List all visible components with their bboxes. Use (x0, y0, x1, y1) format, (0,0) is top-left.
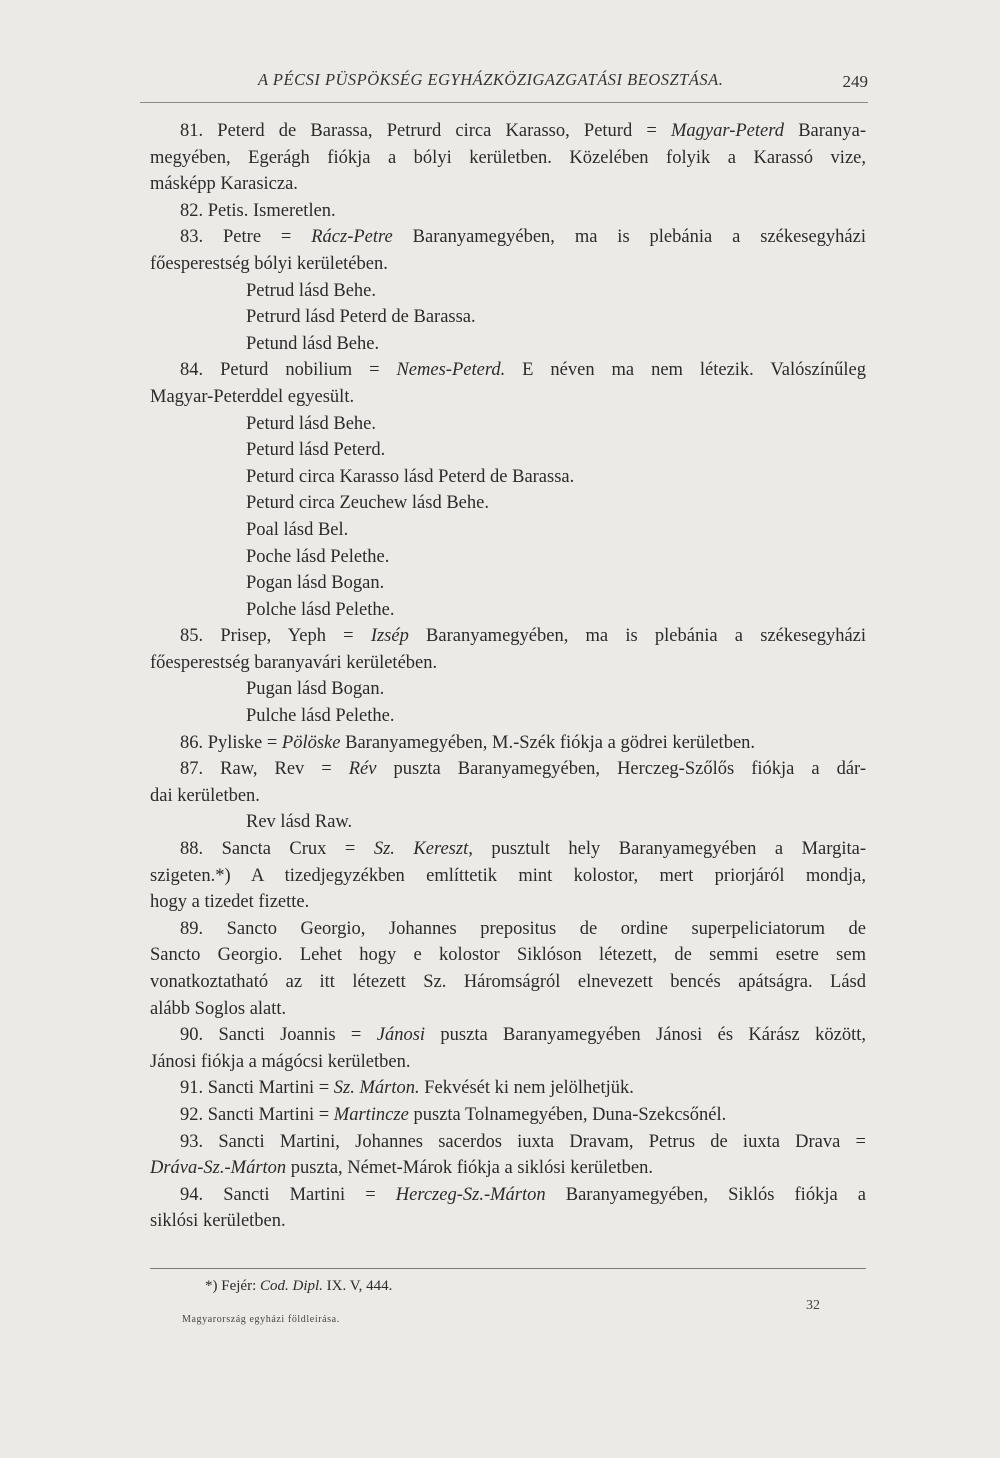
footnote-source: Cod. Dipl. (259, 1278, 323, 1294)
line-text: Baranya- (784, 121, 866, 141)
header-rule (140, 102, 868, 103)
italic-place-name: Izsép (370, 626, 409, 647)
text-line (150, 703, 866, 730)
line-text: Pugan lásd Bogan. (246, 679, 385, 700)
line-text: vonatkoztatható az itt létezett Sz. Háromságról elnevezett bencés apátságra. Lásd (150, 972, 866, 992)
text-line (150, 623, 866, 650)
line-text: puszta Baranyamegyében, Herczeg-Szőlős fiókja a dár- (376, 759, 866, 780)
line-text: Poal lásd Bel. (246, 519, 349, 540)
text-line (150, 517, 866, 544)
line-text: E néven ma nem létezik. Valószínűleg (505, 360, 866, 381)
line-text: 82. Petis. Ismeretlen. (180, 200, 336, 221)
text-line (150, 331, 866, 358)
line-text: alább Soglos alatt. (150, 998, 287, 1019)
text-line (150, 544, 866, 571)
line-text: szigeten.*) A tizedjegyzékben említtetik mint kolostor, mert priorjáról mondja, (150, 865, 866, 886)
line-text: Peturd circa Karasso lásd Peterd de Barassa. (246, 466, 575, 487)
italic-place-name: Sz. Kereszt, (373, 839, 473, 860)
text-line (150, 1208, 866, 1235)
italic-place-name: Magyar-Peterd (671, 121, 785, 141)
text-line (150, 490, 866, 517)
line-text: Baranyamegyében, Siklós fiókja a (545, 1184, 866, 1205)
italic-place-name: Herczeg-Sz.-Márton (395, 1184, 546, 1205)
text-line (150, 224, 866, 251)
sheet-signature: 32 (806, 1298, 820, 1313)
italic-place-name: Rácz-Petre (311, 227, 393, 248)
text-line (150, 1155, 866, 1182)
italic-place-name: Rév (348, 759, 377, 780)
line-text: 86. Pyliske = (180, 732, 282, 753)
line-text: Petund lásd Behe. (246, 333, 380, 354)
body-text (150, 118, 866, 1235)
text-line (150, 1102, 866, 1129)
line-text: 84. Peturd nobilium = (180, 360, 397, 381)
text-line (150, 384, 866, 411)
line-text: megyében, Egerágh fiókja a bólyi kerületben. Közelében folyik a Karassó vize, (150, 147, 866, 168)
line-text: Fekvését ki nem jelölhetjük. (419, 1078, 634, 1099)
line-text: főesperestség bólyi kerületében. (150, 253, 388, 274)
line-text: 92. Sancti Martini = (180, 1104, 334, 1125)
italic-place-name: Pölöske (281, 732, 341, 753)
text-line (150, 278, 866, 305)
text-line (150, 889, 866, 916)
line-text: Rev lásd Raw. (246, 812, 353, 833)
header-title: A PÉCSI PÜSPÖKSÉG EGYHÁZKÖZIGAZGATÁSI BEOSZTÁSA. (258, 70, 724, 89)
text-line (150, 570, 866, 597)
text-line (150, 863, 866, 890)
text-line (150, 969, 866, 996)
line-text: Baranyamegyében, M.-Szék fiókja a gödrei kerületben. (340, 732, 756, 753)
italic-place-name: Dráva-Sz.-Márton (150, 1158, 287, 1179)
text-line (150, 942, 866, 969)
line-text: 94. Sancti Martini = (180, 1184, 396, 1205)
text-line (150, 836, 866, 863)
line-text: Peturd lásd Peterd. (246, 440, 386, 461)
line-text: pusztult hely Baranyamegyében a Margita- (472, 839, 866, 860)
footnote-reference: IX. V, 444. (322, 1278, 393, 1294)
line-text: 81. Peterd de Barassa, Petrurd circa Karasso, Peturd = (180, 121, 672, 141)
line-text: Pogan lásd Bogan. (246, 573, 385, 594)
text-line (150, 730, 866, 757)
text-line (150, 756, 866, 783)
line-text: 91. Sancti Martini = (180, 1078, 334, 1099)
line-text: 87. Raw, Rev = (180, 759, 349, 780)
text-line (150, 1182, 866, 1209)
line-text: másképp Karasicza. (150, 174, 298, 195)
italic-place-name: Nemes-Peterd. (396, 360, 506, 381)
text-line (150, 650, 866, 677)
text-line (150, 198, 866, 225)
text-line (150, 916, 866, 943)
line-text: Poche lásd Pelethe. (246, 546, 390, 567)
line-text: Peturd lásd Behe. (246, 413, 376, 434)
text-line (150, 1022, 866, 1049)
line-text: 93. Sancti Martini, Johannes sacerdos iuxta Dravam, Petrus de iuxta Drava = (180, 1131, 866, 1152)
line-text: puszta Tolnamegyében, Duna-Szekcsőnél. (408, 1104, 727, 1125)
line-text: 85. Prisep, Yeph = (180, 626, 371, 647)
line-text: Baranyamegyében, ma is plebánia a székesegyházi (392, 227, 866, 248)
line-text: 90. Sancti Joannis = (180, 1025, 377, 1046)
text-line (150, 118, 866, 145)
text-line (150, 597, 866, 624)
text-line (150, 464, 866, 491)
text-line (150, 809, 866, 836)
footnote-rule (150, 1268, 866, 1269)
line-text: dai kerületben. (150, 785, 260, 806)
footnote-marker: *) Fejér: (205, 1278, 260, 1294)
text-line (150, 676, 866, 703)
running-header (150, 70, 868, 96)
line-text: siklósi kerületben. (150, 1211, 286, 1232)
italic-place-name: Jánosi (376, 1025, 426, 1046)
text-line (150, 304, 866, 331)
footer-publication: Magyarország egyházi földleírása. (182, 1314, 340, 1325)
line-text: puszta, Német-Márok fiókja a siklósi kerületben. (286, 1158, 653, 1179)
line-text: 89. Sancto Georgio, Johannes prepositus de ordine superpeliciatorum de (180, 918, 866, 939)
page-number: 249 (842, 72, 868, 91)
text-line (150, 996, 866, 1023)
text-line (150, 411, 866, 438)
line-text: Petrud lásd Behe. (246, 280, 376, 301)
line-text: Peturd circa Zeuchew lásd Behe. (246, 493, 489, 514)
italic-place-name: Sz. Márton. (333, 1078, 420, 1099)
line-text: Pulche lásd Pelethe. (246, 706, 395, 727)
line-text: Sancto Georgio. Lehet hogy e kolostor Siklóson létezett, de semmi esetre sem (150, 945, 866, 966)
line-text: Jánosi fiókja a mágócsi kerületben. (150, 1051, 411, 1072)
text-line (150, 1049, 866, 1076)
text-line (150, 1075, 866, 1102)
text-line (150, 357, 866, 384)
line-text: 88. Sancta Crux = (180, 839, 374, 860)
text-line (150, 1129, 866, 1156)
line-text: Magyar-Peterddel egyesült. (150, 386, 355, 407)
line-text: Petrurd lásd Peterd de Barassa. (246, 307, 476, 328)
line-text: Baranyamegyében, ma is plebánia a székesegyházi (408, 626, 866, 647)
line-text: főesperestség baranyavári kerületében. (150, 652, 438, 673)
text-line (150, 171, 866, 198)
line-text: hogy a tizedet fizette. (150, 892, 310, 913)
line-text: puszta Baranyamegyében Jánosi és Kárász között, (425, 1025, 866, 1046)
line-text: 83. Petre = (180, 227, 312, 248)
text-line (150, 145, 866, 172)
footnote (205, 1278, 392, 1295)
text-line (150, 251, 866, 278)
line-text: Polche lásd Pelethe. (246, 599, 395, 620)
text-line (150, 783, 866, 810)
italic-place-name: Martincze (333, 1104, 409, 1125)
text-line (150, 437, 866, 464)
